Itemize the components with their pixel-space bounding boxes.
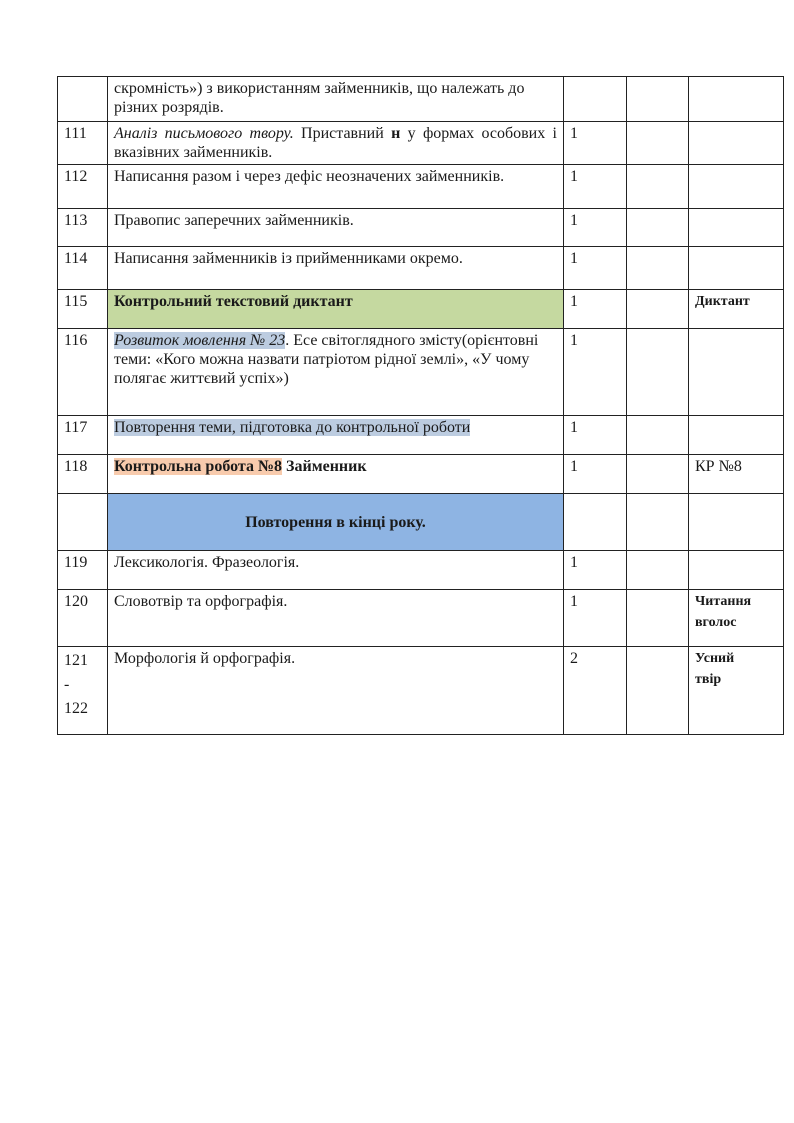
lesson-topic: скромність») з використанням займенників, що належать до різних розрядів. [108,77,564,122]
lesson-hours: 1 [564,329,627,416]
lesson-date [627,647,689,735]
lesson-date [627,455,689,494]
lesson-note [689,165,784,209]
lesson-hours [564,494,627,551]
lesson-number: 112 [58,165,108,209]
lesson-note: КР №8 [689,455,784,494]
lesson-date [627,209,689,247]
lesson-note [689,329,784,416]
lesson-topic: Словотвір та орфографія. [108,590,564,647]
lesson-hours: 2 [564,647,627,735]
lesson-hours: 1 [564,590,627,647]
topic-italic: Розвиток мовлення № 23 [114,332,286,349]
lesson-note [689,494,784,551]
lesson-number: 114 [58,247,108,290]
lesson-topic: Написання разом і через дефіс неозначених займенників. [108,165,564,209]
lesson-note [689,551,784,590]
topic-bold: н [391,125,401,142]
lesson-number: 118 [58,455,108,494]
lesson-note [689,209,784,247]
lesson-hours: 1 [564,122,627,165]
topic-text: Займенник [282,458,367,475]
lesson-hours: 1 [564,209,627,247]
table-row [58,590,784,647]
table-row [58,329,784,416]
lesson-number [58,77,108,122]
number-line: 122 [64,700,88,717]
lesson-topic [108,329,564,416]
topic-text: у формах особових і вказівних займенників. [114,125,557,161]
lesson-number: 115 [58,290,108,329]
lesson-number: 120 [58,590,108,647]
section-title: Повторення в кінці року. [108,494,564,551]
table-row [58,551,784,590]
lesson-topic: Написання займенників із прийменниками окремо. [108,247,564,290]
table-row [58,290,784,329]
lesson-topic: Правопис заперечних займенників. [108,209,564,247]
lesson-topic: Морфологія й орфографія. [108,647,564,735]
lesson-note: Диктант [689,290,784,329]
lesson-hours: 1 [564,247,627,290]
lesson-note [689,590,784,647]
lesson-topic [108,455,564,494]
lesson-hours: 1 [564,551,627,590]
lesson-number: 113 [58,209,108,247]
topic-text: Приставний [293,125,392,142]
lesson-note [689,247,784,290]
lesson-date [627,329,689,416]
lesson-note [689,416,784,455]
note-line: Читання [695,594,752,609]
table-row [58,247,784,290]
lesson-hours: 1 [564,165,627,209]
table-row [58,165,784,209]
lesson-date [627,551,689,590]
lesson-date [627,77,689,122]
lesson-date [627,290,689,329]
lesson-number: 116 [58,329,108,416]
section-row [58,494,784,551]
table-row [58,647,784,735]
lesson-date [627,165,689,209]
lesson-number [58,494,108,551]
table-row [58,416,784,455]
table-row [58,122,784,165]
lesson-topic [108,122,564,165]
lesson-hours [564,77,627,122]
lesson-note [689,122,784,165]
lesson-number: 111 [58,122,108,165]
topic-italic: Аналіз письмового твору. [114,125,294,142]
lesson-hours: 1 [564,416,627,455]
lesson-number [58,647,108,735]
table-row [58,455,784,494]
number-line: 121 [64,652,88,669]
lesson-date [627,590,689,647]
lesson-hours: 1 [564,455,627,494]
topic-text: Повторення теми, підготовка до контрольної роботи [114,419,471,436]
lesson-date [627,122,689,165]
note-line: твір [695,672,722,687]
topic-highlight: Контрольна робота №8 [114,458,283,475]
table-row [58,209,784,247]
topic-text: . Есе світоглядного змісту(орієнтовні теми: «Кого можна назвати патріотом рідної землі», «У чому полягає життєвий успіх») [114,332,539,387]
number-line: - [64,676,70,693]
note-line: вголос [695,615,737,630]
lesson-plan-table [57,76,784,735]
lesson-hours: 1 [564,290,627,329]
table-row [58,77,784,122]
lesson-number: 117 [58,416,108,455]
note-line: Усний [695,651,735,666]
lesson-date [627,416,689,455]
lesson-date [627,494,689,551]
lesson-number: 119 [58,551,108,590]
lesson-topic [108,416,564,455]
lesson-topic: Лексикологія. Фразеологія. [108,551,564,590]
lesson-topic: Контрольний текстовий диктант [108,290,564,329]
lesson-note [689,647,784,735]
lesson-date [627,247,689,290]
lesson-note [689,77,784,122]
